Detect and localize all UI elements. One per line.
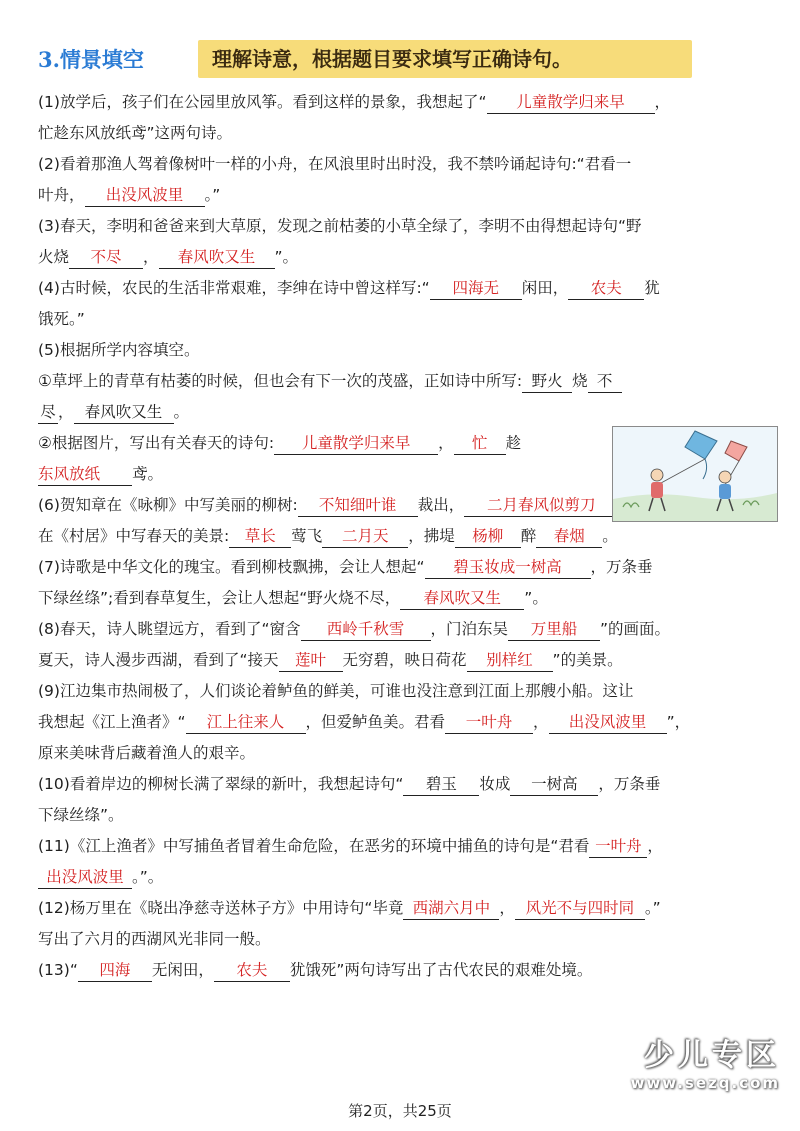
question-12-line-1 xyxy=(38,893,762,924)
question-text: ，门泊东吴 xyxy=(430,620,509,638)
page-number: 第2页，共25页 xyxy=(348,1102,452,1120)
question-text: ，万条垂 xyxy=(598,775,661,793)
question-text: 我想起《江上渔者》“ xyxy=(38,713,186,731)
question-text: (9)江边集市热闹极了，人们谈论着鲈鱼的鲜美，可谁也没注意到江面上那艘小船。这让 xyxy=(38,682,634,700)
question-text: ”。 xyxy=(274,248,299,266)
answer-blank: 出没风波里 xyxy=(38,866,132,889)
answer-blank: 四海 xyxy=(78,959,152,982)
answer-blank: 一叶舟 xyxy=(445,711,533,734)
question-1-line-1 xyxy=(38,87,762,118)
answer-blank: 儿童散学归来早 xyxy=(274,432,438,455)
answer-blank: 野火 xyxy=(522,370,572,393)
question-text: (12)杨万里在《晓出净慈寺送林子方》中用诗句“毕竟 xyxy=(38,899,404,917)
answer-blank: 碧玉 xyxy=(403,773,479,796)
answer-blank: 东风放纸 xyxy=(38,463,132,486)
question-9-line-3 xyxy=(38,738,762,769)
question-text: (11)《江上渔者》中写捕鱼者冒着生命危险，在恶劣的环境中捕鱼的诗句是“君看 xyxy=(38,837,590,855)
instruction-banner: 理解诗意，根据题目要求填写正确诗句。 xyxy=(198,40,692,78)
question-text: ”， xyxy=(666,713,691,731)
answer-blank: 莲叶 xyxy=(279,649,343,672)
question-text: (2)看着那渔人驾着像树叶一样的小舟，在风浪里时出时没，我不禁吟诵起诗句:“君看一 xyxy=(38,155,632,173)
question-text: (3)春天，李明和爸爸来到大草原，发现之前枯萎的小草全绿了，李明不由得想起诗句“野 xyxy=(38,217,642,235)
answer-blank: 四海无 xyxy=(430,277,522,300)
question-13-line-1 xyxy=(38,955,762,986)
question-10-line-2 xyxy=(38,800,762,831)
answer-blank: 尽 xyxy=(38,401,58,424)
question-text: ， xyxy=(438,434,454,452)
question-text: 下绿丝绦”;看到春草复生，会让人想起“野火烧不尽， xyxy=(38,589,401,607)
answer-blank: 草长 xyxy=(229,525,291,548)
answer-blank: 不尽 xyxy=(69,246,143,269)
question-text: 忙趁东风放纸鸢”这两句诗。 xyxy=(38,124,233,142)
question-11-line-2 xyxy=(38,862,762,893)
question-text: 火烧 xyxy=(38,248,70,266)
answer-blank: 出没风波里 xyxy=(549,711,667,734)
question-text: 莺飞 xyxy=(291,527,323,545)
answer-blank: 一叶舟 xyxy=(589,835,647,858)
answer-blank: 儿童散学归来早 xyxy=(487,91,655,114)
question-text: 醉 xyxy=(520,527,537,545)
question-4-line-2 xyxy=(38,304,762,335)
question-text: (5)根据所学内容填空。 xyxy=(38,341,200,359)
question-3-line-2 xyxy=(38,242,762,273)
question-10-line-1 xyxy=(38,769,762,800)
question-text: 无闲田， xyxy=(151,961,214,979)
question-text: (1)放学后，孩子们在公园里放风筝。看到这样的景象，我想起了“ xyxy=(38,93,487,111)
question-6-line-2 xyxy=(38,521,762,552)
question-text: ，但爱鲈鱼美。君看 xyxy=(305,713,446,731)
question-5-sub-1-line-2 xyxy=(38,397,762,428)
question-text: ”的美景。 xyxy=(552,651,623,669)
answer-blank: 春风吹又生 xyxy=(159,246,275,269)
section-title: 3.情景填空 xyxy=(38,47,144,72)
question-text: (8)春天，诗人眺望远方，看到了“窗含 xyxy=(38,620,301,638)
question-8-line-2 xyxy=(38,645,762,676)
question-2-line-2 xyxy=(38,180,762,211)
question-4-line-1 xyxy=(38,273,762,304)
question-text: 裁出， xyxy=(417,496,465,514)
question-text: 。” xyxy=(644,899,661,917)
question-12-line-2 xyxy=(38,924,762,955)
answer-blank: 农夫 xyxy=(568,277,644,300)
question-text: ，万条垂 xyxy=(590,558,653,576)
kite-illustration-svg xyxy=(613,427,777,521)
answer-blank: 风光不与四时同 xyxy=(515,897,645,920)
question-text: ”的画面。 xyxy=(600,620,671,638)
answer-blank: 西湖六月中 xyxy=(403,897,499,920)
question-text: 犹饿死”两句诗写出了古代农民的艰难处境。 xyxy=(289,961,593,979)
question-9-line-1 xyxy=(38,676,762,707)
answer-blank: 忙 xyxy=(454,432,506,455)
question-text: 夏天，诗人漫步西湖，看到了“接天 xyxy=(38,651,279,669)
question-text: 原来美味背后藏着渔人的艰辛。 xyxy=(38,744,256,762)
question-text: (6)贺知章在《咏柳》中写美丽的柳树: xyxy=(38,496,298,514)
answer-blank: 杨柳 xyxy=(455,525,521,548)
answer-blank: 不知细叶谁 xyxy=(298,494,418,517)
question-text: ②根据图片，写出有关春天的诗句: xyxy=(38,434,275,452)
question-text: 趁 xyxy=(505,434,522,452)
question-text: 犹 xyxy=(644,279,660,297)
question-7-line-1 xyxy=(38,552,762,583)
question-text: 鸢。 xyxy=(132,465,164,483)
question-text: 。 xyxy=(602,527,618,545)
question-text: 饿死。” xyxy=(38,310,85,328)
question-7-line-2 xyxy=(38,583,762,614)
question-text: 叶舟， xyxy=(38,186,85,204)
question-text: 。 xyxy=(173,403,190,421)
answer-blank: 不 xyxy=(588,370,622,393)
answer-blank: 碧玉妆成一树高 xyxy=(425,556,591,579)
question-text: 。” xyxy=(204,186,221,204)
question-text: ，拂堤 xyxy=(408,527,455,545)
question-11-line-1 xyxy=(38,831,762,862)
question-text: ， xyxy=(647,837,663,855)
kite-flying-illustration xyxy=(612,426,778,522)
answer-blank: 二月天 xyxy=(322,525,408,548)
question-text: (7)诗歌是中华文化的瑰宝。看到柳枝飘拂，会让人想起“ xyxy=(38,558,425,576)
answer-blank: 二月春风似剪刀 xyxy=(464,494,618,517)
question-text: (4)古时候，农民的生活非常艰难，李绅在诗中曾这样写:“ xyxy=(38,279,430,297)
question-text: ”。 xyxy=(524,589,548,607)
question-3-line-1 xyxy=(38,211,762,242)
watermark-name: 少儿专区 xyxy=(644,1038,780,1073)
question-text: (13)“ xyxy=(38,961,78,979)
question-9-line-2 xyxy=(38,707,762,738)
answer-blank: 春烟 xyxy=(536,525,602,548)
answer-blank: 出没风波里 xyxy=(85,184,205,207)
question-text: 无穷碧，映日荷花 xyxy=(342,651,467,669)
site-watermark xyxy=(584,1030,780,1102)
question-text: 在《村居》中写春天的美景: xyxy=(38,527,230,545)
worksheet-header xyxy=(38,40,768,80)
question-list xyxy=(38,87,762,986)
question-text: ， xyxy=(654,93,671,111)
question-text: ， xyxy=(143,248,159,266)
question-text: ， xyxy=(533,713,549,731)
watermark-url: www.sezq.com xyxy=(630,1074,780,1092)
question-text: 写出了六月的西湖风光非同一般。 xyxy=(38,930,271,948)
question-5-sub-1-line-1 xyxy=(38,366,762,397)
question-text: ①草坪上的青草有枯萎的时候，但也会有下一次的茂盛，正如诗中所写: xyxy=(38,372,523,390)
question-text: 。”。 xyxy=(132,868,164,886)
answer-blank: 春风吹又生 xyxy=(400,587,524,610)
answer-blank: 别样红 xyxy=(467,649,553,672)
question-text: ， xyxy=(58,403,74,421)
answer-blank: 西岭千秋雪 xyxy=(301,618,431,641)
question-text: 妆成 xyxy=(479,775,511,793)
answer-blank: 万里船 xyxy=(508,618,600,641)
question-5-title xyxy=(38,335,762,366)
question-text: 烧 xyxy=(572,372,588,390)
question-text: (10)看着岸边的柳树长满了翠绿的新叶，我想起诗句“ xyxy=(38,775,404,793)
question-2-line-1 xyxy=(38,149,762,180)
answer-blank: 春风吹又生 xyxy=(74,401,174,424)
question-text: 下绿丝绦”。 xyxy=(38,806,124,824)
question-text: ， xyxy=(499,899,515,917)
question-1-line-2 xyxy=(38,118,762,149)
answer-blank: 农夫 xyxy=(214,959,290,982)
answer-blank: 一树高 xyxy=(510,773,598,796)
question-text: 闲田， xyxy=(521,279,569,297)
answer-blank: 江上往来人 xyxy=(186,711,306,734)
question-8-line-1 xyxy=(38,614,762,645)
